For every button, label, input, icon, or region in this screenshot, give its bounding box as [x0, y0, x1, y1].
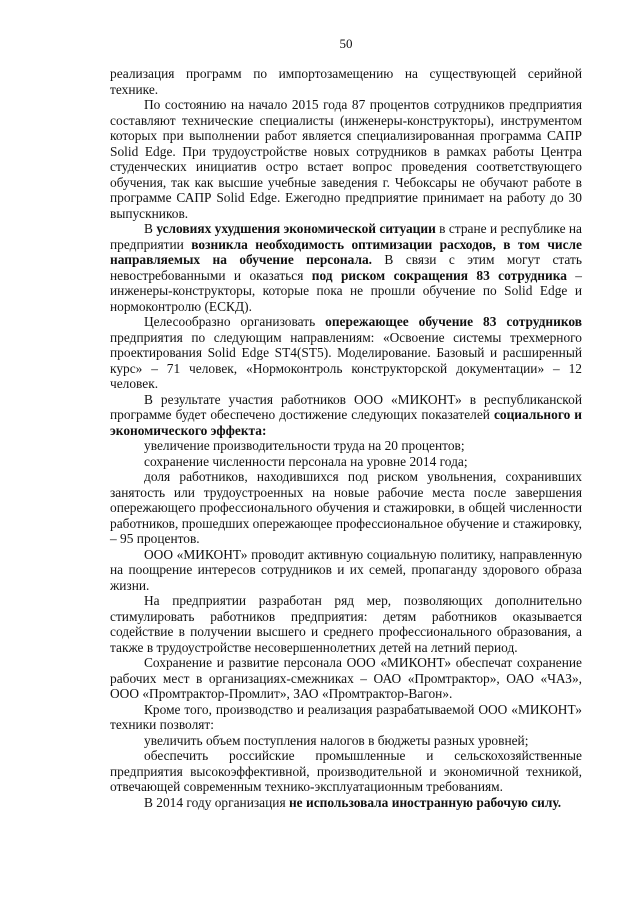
bold-text: социального и экономического эффекта:	[110, 407, 582, 438]
document-body	[110, 66, 582, 810]
text-run: реализация программ по импортозамещению на существующей серийной технике.	[110, 66, 582, 97]
text-run: Целесообразно организовать	[144, 314, 326, 329]
text-run: предприятия по следующим направлениям: «Освоение системы трехмерного проектирования Solid Edge ST4(ST5). Моделирование. Базовый и расширенный курс» – 71 человек, «Нормоконтроль конструкторской документации» – 12 человек.	[110, 329, 582, 391]
paragraph	[110, 733, 582, 749]
text-run: По состоянию на начало 2015 года 87 процентов сотрудников предприятия составляют технические специалисты (инженеры-конструкторы), инструментом которых при выполнении работ является специализированная программа САПР Solid Edge. При трудоустройстве новых сотрудников в рамках работы Центра студенческих инициатив остро встает вопрос проведения соответствующего обучения, так как высшие учебные заведения г. Чебоксары не обучают работе в программе САПР Solid Edge. Ежегодно предприятие принимает на работу до 30 выпускников.	[110, 97, 582, 221]
paragraph	[110, 392, 582, 439]
paragraph	[110, 655, 582, 702]
bold-text: возникла необходимость оптимизации расходов, в том числе направляемых на обучение персонала.	[110, 236, 582, 267]
text-run: В 2014 году организация	[144, 794, 289, 810]
paragraph	[110, 469, 582, 547]
text-run: Сохранение и развитие персонала ООО «МИКОНТ» обеспечат сохранение рабочих мест в организациях-смежниках – ОАО «Промтрактор», ОАО «ЧАЗ», ООО «Промтрактор-Промлит», ЗАО «Промтрактор-Вагон».	[110, 655, 582, 701]
paragraph	[110, 454, 582, 470]
text-run: Кроме того, производство и реализация разрабатываемой ООО «МИКОНТ» техники позволят:	[110, 701, 582, 732]
paragraph	[110, 748, 582, 795]
paragraph	[110, 221, 582, 314]
paragraph	[110, 702, 582, 733]
text-run: В результате участия работников ООО «МИКОНТ» в республиканской программе будет обеспечено достижение следующих показателей	[110, 391, 582, 422]
text-run: увеличить объем поступления налогов в бюджеты разных уровней;	[144, 732, 529, 748]
text-run: доля работников, находившихся под риском увольнения, сохранивших занятость или трудоустроенных на новые рабочие места после завершения опережающего профессионального обучения и стажировки, в общей численности работников, прошедших опережающее профессиональное обучение и стажировку, – 95 процентов.	[110, 469, 582, 546]
paragraph	[110, 66, 582, 97]
text-run: На предприятии разработан ряд мер, позволяющих дополнительно стимулировать работников предприятия: детям работников оказывается содействие в получении высшего и среднего профессионального образования, а также в трудоустройстве несовершеннолетних детей на летний период.	[110, 593, 582, 655]
text-run: обеспечить российские промышленные и сельскохозяйственные предприятия высокоэффективной, производительной и экономичной техникой, отвечающей современным технико-эксплуатационным требованиям.	[110, 748, 582, 794]
text-run: увеличение производительности труда на 20 процентов;	[144, 438, 465, 453]
paragraph	[110, 547, 582, 594]
bold-text: условиях ухудшения экономической ситуации	[156, 221, 436, 236]
text-run: в стране и республике на предприятии	[110, 221, 582, 252]
paragraph	[110, 97, 582, 221]
paragraph	[110, 438, 582, 454]
page-number: 50	[339, 36, 353, 51]
bold-text: не использовала иностранную рабочую силу.	[288, 794, 562, 810]
paragraph	[110, 314, 582, 392]
text-run: В связи с этим могут стать невостребованными и оказаться	[110, 252, 582, 283]
bold-text: опережающее обучение 83 сотрудников	[325, 314, 582, 329]
paragraph	[110, 795, 582, 811]
text-run: сохранение численности персонала на уровне 2014 года;	[144, 453, 468, 469]
text-run: В	[144, 221, 157, 236]
text-run: ООО «МИКОНТ» проводит активную социальную политику, направленную на поощрение интересов сотрудников и их семей, пропаганду здорового образа жизни.	[110, 546, 582, 593]
text-run: – инженеры-конструкторы, которые пока не прошли обучение по Solid Edge и нормоконтролю (ЕСКД).	[110, 267, 582, 314]
paragraph	[110, 593, 582, 655]
bold-text: под риском сокращения 83 сотрудника	[311, 267, 567, 283]
